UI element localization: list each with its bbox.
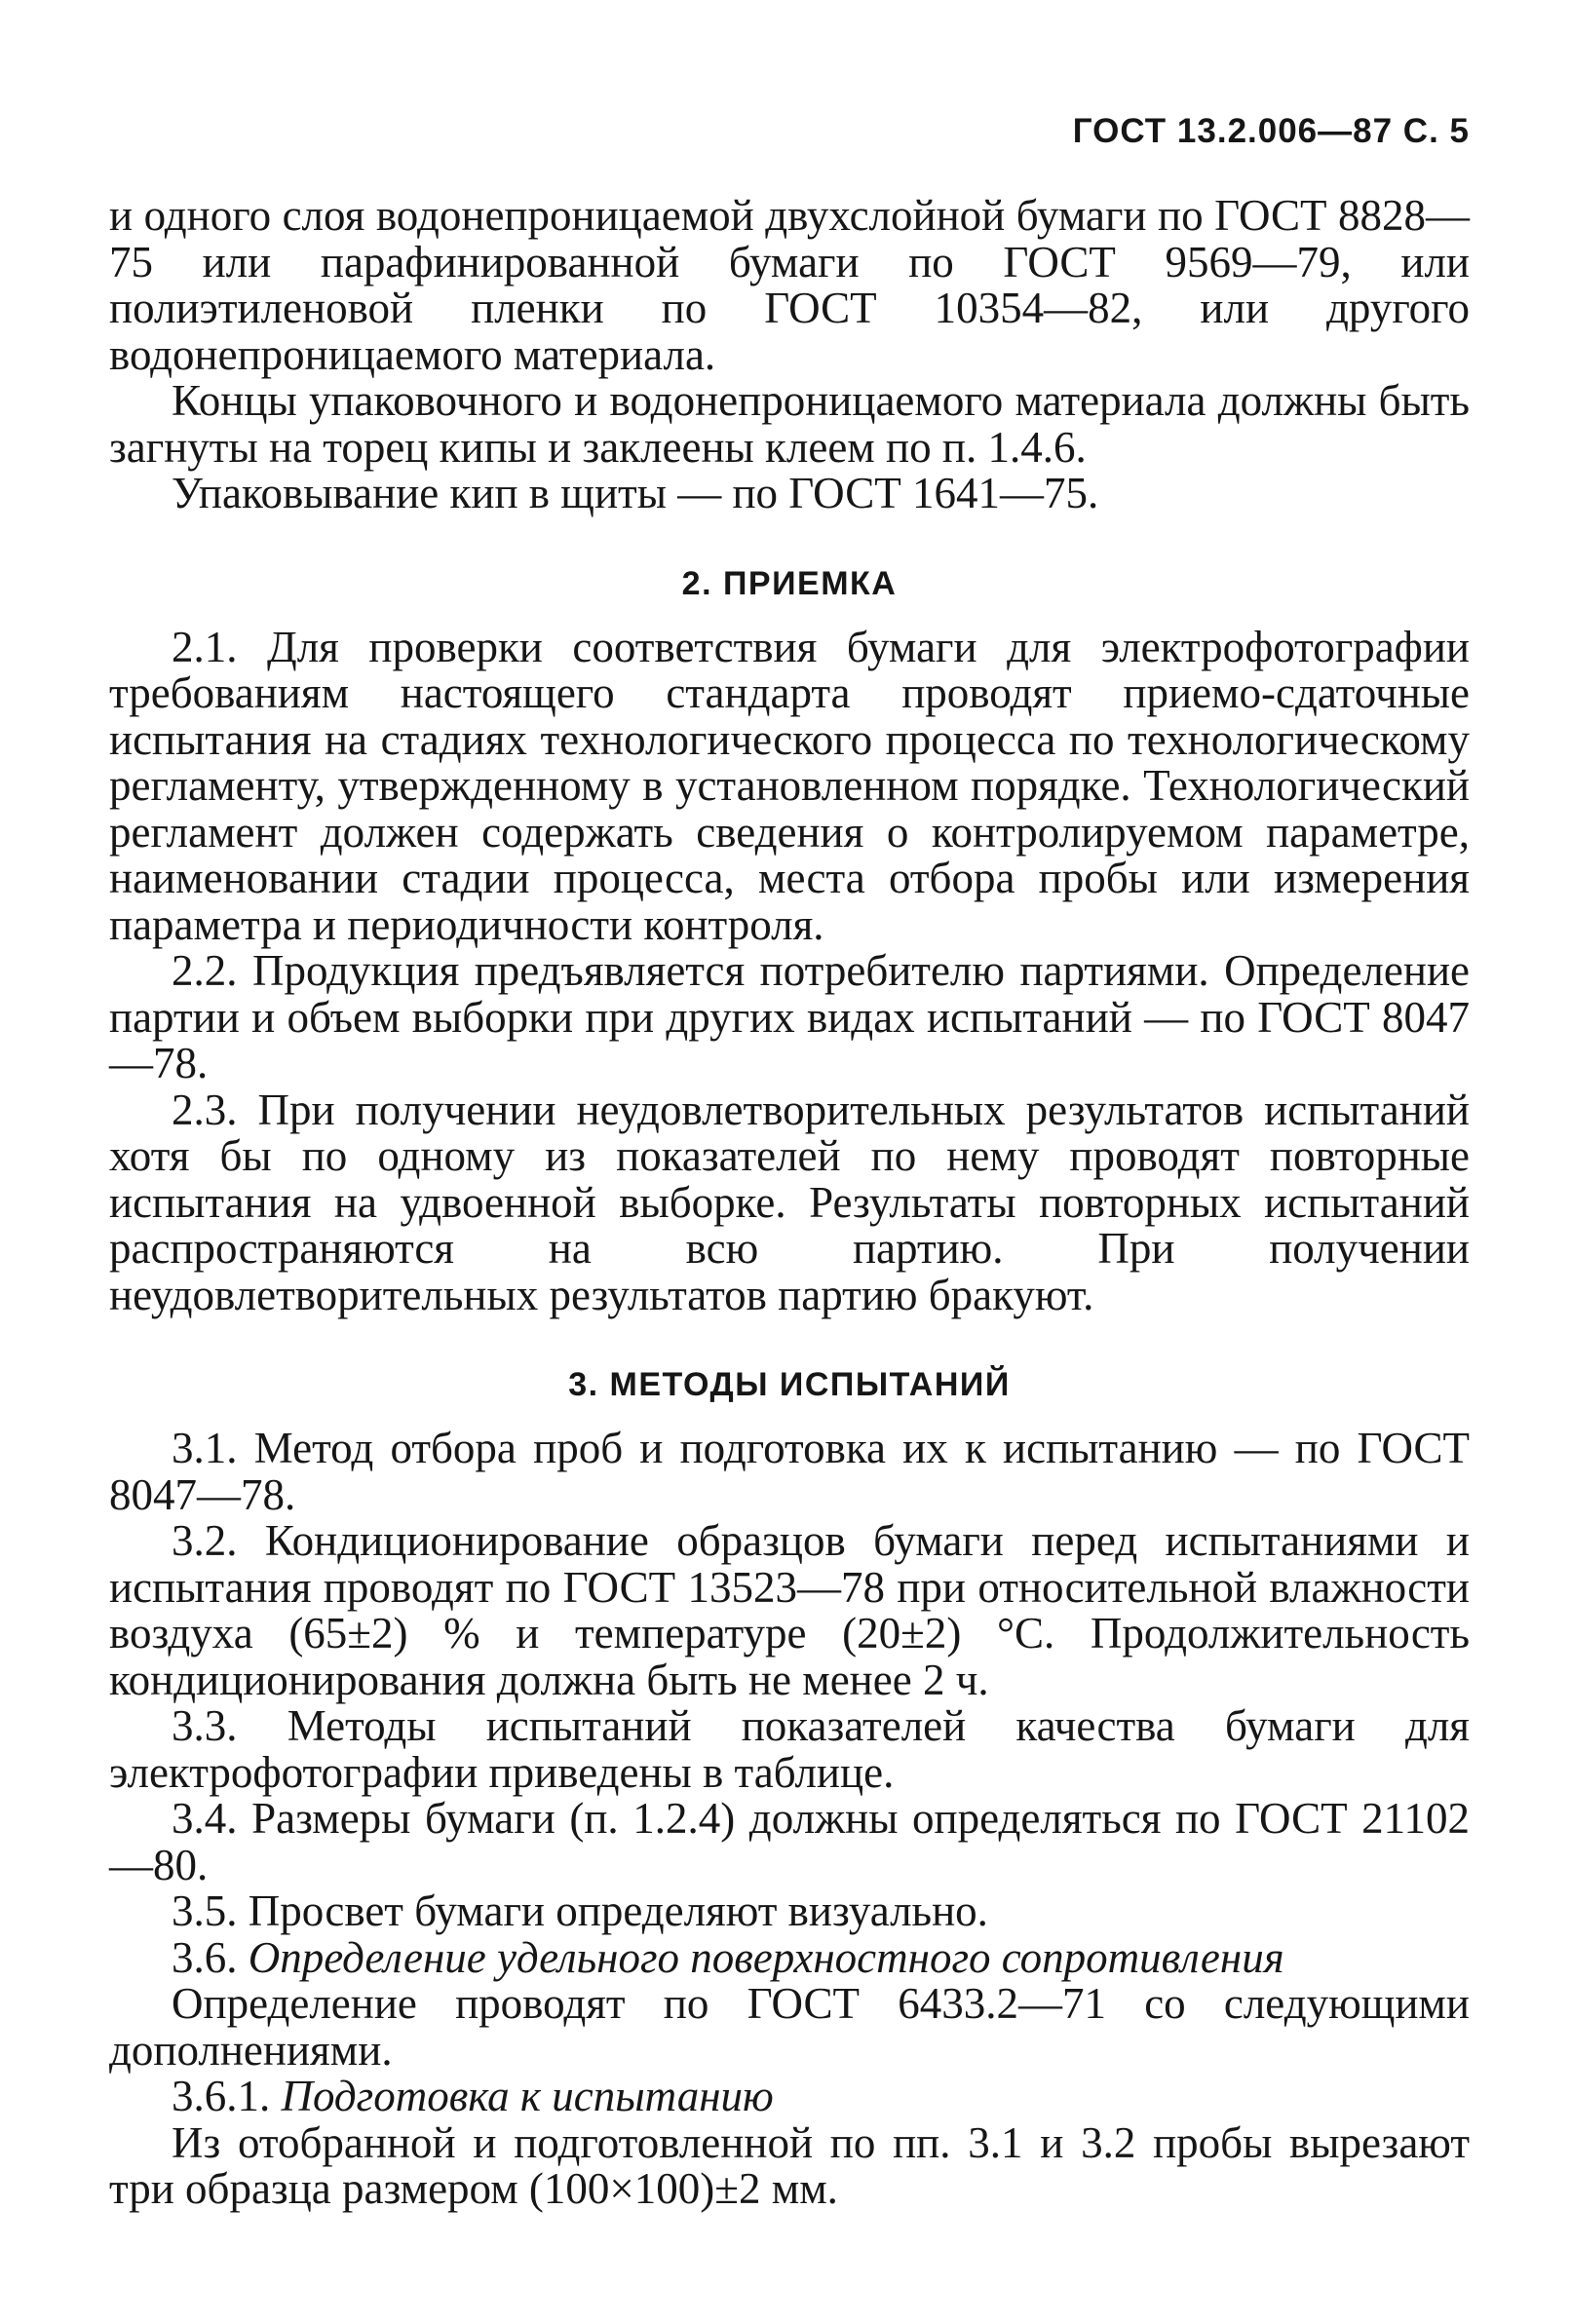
paragraph-3-6-1-heading bbox=[109, 2074, 1470, 2120]
paragraph-2-1: 2.1. Для проверки соответствия бумаги для электрофотографии требованиям настоящего стандарта проводят приемо-сдаточные испытания на стадиях технологического процесса по технологическому регламенту, утвержденному в установленном порядке. Технологический регламент должен содержать сведения о контролируемом параметре, наименовании стадии процесса, места отбора пробы или измерения параметра и периодичности контроля. bbox=[109, 622, 1470, 949]
document-body bbox=[109, 193, 1470, 2213]
paragraph-3-6-1-text: Из отобранной и подготовленной по пп. 3.1 и 3.2 пробы вырезают три образца размером (100×100)±2 мм. bbox=[109, 2117, 1470, 2213]
paragraph-3-6-text: Определение проводят по ГОСТ 6433.2—71 со следующими дополнениями. bbox=[109, 1979, 1470, 2075]
paragraph-3-3: 3.3. Методы испытаний показателей качества бумаги для электрофотографии приведены в таблице. bbox=[109, 1701, 1470, 1797]
paragraph-2-3: 2.3. При получении неудовлетворительных результатов испытаний хотя бы по одному из показателей по нему проводят повторные испытания на удвоенной выборке. Результаты повторных испытаний распространяются на всю партию. При получении неудовлетворительных результатов партию бракуют. bbox=[109, 1085, 1470, 1319]
running-header: ГОСТ 13.2.006—87 С. 5 bbox=[1072, 112, 1470, 150]
clause-title-3-6: Определение удельного поверхностного сопротивления bbox=[248, 1932, 1284, 1982]
section-heading-acceptance: 2. ПРИЕМКА bbox=[681, 564, 898, 602]
clause-number-3-6-1: 3.6.1. bbox=[172, 2072, 271, 2120]
section-heading-test-methods: 3. МЕТОДЫ ИСПЫТАНИЙ bbox=[568, 1366, 1011, 1403]
paragraph-3-4: 3.4. Размеры бумаги (п. 1.2.4) должны определяться по ГОСТ 21102—80. bbox=[109, 1794, 1470, 1889]
paragraph-packing: Упаковывание кип в щиты — по ГОСТ 1641—75. bbox=[172, 469, 1099, 517]
paragraph-3-5: 3.5. Просвет бумаги определяют визуально. bbox=[172, 1886, 988, 1935]
paragraph-3-2: 3.2. Кондиционирование образцов бумаги перед испытаниями и испытания проводят по ГОСТ 13523—78 при относительной влажности воздуха (65±2) % и температуре (20±2) °С. Продолжительность кондиционирования должна быть не менее 2 ч. bbox=[109, 1516, 1470, 1704]
clause-number-3-6: 3.6. bbox=[172, 1932, 238, 1982]
paragraph-2-2: 2.2. Продукция предъявляется потребителю партиями. Определение партии и объем выборки при других видах испытаний — по ГОСТ 8047—78. bbox=[109, 946, 1470, 1087]
clause-title-3-6-1: Подготовка к испытанию bbox=[281, 2072, 774, 2120]
paragraph-continuation: и одного слоя водонепроницаемой двухслойной бумаги по ГОСТ 8828—75 или парафинированной бумаги по ГОСТ 9569—79, или полиэтиленовой пленки по ГОСТ 10354—82, или другого водонепроницаемого материала. bbox=[109, 191, 1470, 379]
paragraph-3-6-heading bbox=[109, 1932, 1470, 1982]
paragraph-material-ends: Концы упаковочного и водонепроницаемого материала должны быть загнуты на торец кипы и заклеены клеем по п. 1.4.6. bbox=[109, 376, 1470, 472]
paragraph-3-1: 3.1. Метод отбора проб и подготовка их к испытанию — по ГОСТ 8047—78. bbox=[109, 1424, 1470, 1519]
